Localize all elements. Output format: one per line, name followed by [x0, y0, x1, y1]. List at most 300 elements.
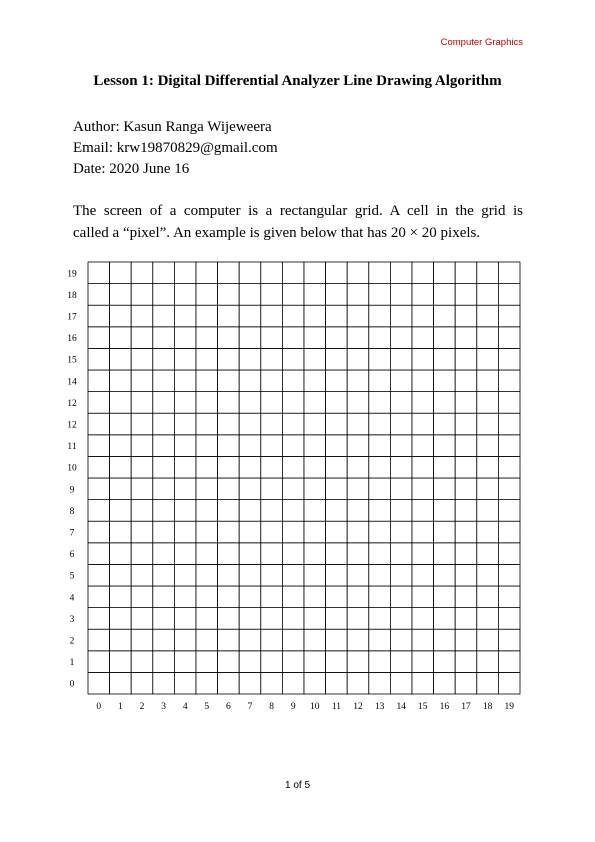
y-tick-label: 14 — [67, 377, 77, 388]
grid-cell — [110, 629, 132, 651]
grid-cell — [390, 629, 412, 651]
grid-cell — [347, 521, 369, 543]
grid-cell — [455, 500, 477, 522]
grid-cell — [347, 564, 369, 586]
grid-cell — [174, 327, 196, 349]
grid-cell — [218, 327, 240, 349]
grid-cell — [239, 284, 261, 306]
grid-cell — [261, 348, 283, 370]
grid-cell — [110, 262, 132, 284]
grid-cell — [434, 521, 456, 543]
grid-cell — [498, 608, 520, 630]
grid-cell — [412, 521, 434, 543]
y-tick-label: 12 — [67, 420, 77, 431]
grid-cell — [110, 564, 132, 586]
grid-cell — [326, 348, 348, 370]
grid-cell — [131, 543, 153, 565]
grid-cell — [326, 629, 348, 651]
grid-cell — [412, 629, 434, 651]
x-tick-label: 0 — [96, 702, 102, 712]
grid-cell — [390, 586, 412, 608]
grid-cell — [390, 348, 412, 370]
y-tick-label: 6 — [69, 550, 75, 561]
grid-cell — [304, 284, 326, 306]
grid-cell — [390, 435, 412, 457]
grid-cell — [390, 284, 412, 306]
grid-cell — [304, 305, 326, 327]
grid-cell — [412, 500, 434, 522]
grid-cell — [218, 521, 240, 543]
grid-cell — [239, 651, 261, 673]
grid-cell — [455, 456, 477, 478]
x-tick-label: 17 — [461, 702, 471, 712]
grid-cell — [239, 262, 261, 284]
grid-cell — [88, 543, 110, 565]
grid-cell — [369, 651, 391, 673]
grid-cell — [196, 370, 218, 392]
grid-cell — [369, 478, 391, 500]
x-tick-label: 13 — [374, 702, 385, 712]
grid-cell — [131, 629, 153, 651]
grid-cell — [110, 586, 132, 608]
grid-cell — [477, 651, 499, 673]
grid-cell — [434, 348, 456, 370]
y-tick-label: 15 — [67, 355, 77, 366]
grid-cell — [153, 651, 175, 673]
grid-cell — [326, 608, 348, 630]
grid-cell — [153, 500, 175, 522]
grid-cell — [282, 608, 304, 630]
grid-cell — [498, 392, 520, 414]
grid-cell — [174, 500, 196, 522]
grid-cell — [196, 262, 218, 284]
grid-cell — [196, 651, 218, 673]
grid-cell — [434, 608, 456, 630]
grid-cell — [369, 500, 391, 522]
grid-cell — [369, 305, 391, 327]
grid-cell — [412, 305, 434, 327]
grid-cell — [261, 413, 283, 435]
grid-cell — [218, 435, 240, 457]
grid-cell — [153, 392, 175, 414]
grid-cell — [326, 284, 348, 306]
grid-cell — [218, 478, 240, 500]
grid-cell — [347, 348, 369, 370]
grid-cell — [455, 284, 477, 306]
grid-cell — [174, 348, 196, 370]
grid-cell — [326, 456, 348, 478]
grid-cell — [347, 456, 369, 478]
grid-cell — [434, 392, 456, 414]
grid-cell — [412, 327, 434, 349]
grid-cell — [477, 413, 499, 435]
grid-cell — [455, 629, 477, 651]
grid-cell — [174, 392, 196, 414]
grid-cell — [131, 348, 153, 370]
y-tick-label: 12 — [67, 398, 77, 409]
grid-cell — [218, 413, 240, 435]
grid-cell — [218, 262, 240, 284]
grid-cell — [196, 672, 218, 694]
grid-cell — [390, 608, 412, 630]
grid-cell — [390, 543, 412, 565]
grid-cell — [131, 564, 153, 586]
grid-cell — [131, 392, 153, 414]
grid-cell — [412, 284, 434, 306]
grid-cell — [455, 478, 477, 500]
grid-cell — [218, 456, 240, 478]
grid-cell — [196, 478, 218, 500]
grid-cell — [369, 608, 391, 630]
grid-cell — [347, 629, 369, 651]
intro-paragraph — [73, 200, 523, 244]
grid-cell — [131, 262, 153, 284]
grid-cell — [261, 370, 283, 392]
grid-cell — [218, 284, 240, 306]
grid-cell — [304, 456, 326, 478]
grid-cell — [434, 651, 456, 673]
grid-cell — [110, 456, 132, 478]
grid-cell — [455, 586, 477, 608]
grid-cell — [239, 348, 261, 370]
grid-cell — [218, 629, 240, 651]
grid-cell — [498, 651, 520, 673]
grid-cell — [174, 651, 196, 673]
grid-cell — [282, 521, 304, 543]
grid-cell — [282, 327, 304, 349]
grid-cell — [390, 262, 412, 284]
grid-cell — [239, 672, 261, 694]
grid-cell — [196, 564, 218, 586]
grid-cell — [196, 284, 218, 306]
grid-cell — [88, 284, 110, 306]
y-tick-label: 4 — [69, 593, 75, 604]
grid-cell — [304, 500, 326, 522]
grid-cell — [498, 327, 520, 349]
grid-cell — [196, 435, 218, 457]
grid-cell — [477, 521, 499, 543]
grid-cell — [196, 521, 218, 543]
grid-cell — [498, 413, 520, 435]
grid-cell — [477, 672, 499, 694]
grid-cell — [326, 521, 348, 543]
grid-cell — [326, 262, 348, 284]
grid-cell — [131, 672, 153, 694]
grid-cell — [239, 370, 261, 392]
grid-cell — [434, 284, 456, 306]
grid-cell — [412, 478, 434, 500]
grid-cell — [239, 478, 261, 500]
grid-cell — [153, 413, 175, 435]
intro-paragraph-line-2: called a “pixel”. An example is given below that has 20 × 20 pixels. — [73, 225, 481, 241]
grid-cell — [110, 521, 132, 543]
grid-cell — [282, 500, 304, 522]
x-tick-label: 7 — [247, 702, 253, 712]
y-tick-label: 17 — [67, 312, 77, 323]
grid-cell — [261, 672, 283, 694]
grid-cell — [110, 435, 132, 457]
grid-cell — [218, 543, 240, 565]
grid-cell — [455, 672, 477, 694]
grid-cell — [110, 370, 132, 392]
grid-cell — [434, 435, 456, 457]
grid-cell — [390, 651, 412, 673]
x-tick-label: 18 — [482, 702, 493, 712]
grid-cell — [477, 370, 499, 392]
pixel-grid — [60, 255, 525, 717]
grid-cell — [304, 413, 326, 435]
grid-cell — [218, 651, 240, 673]
grid-cell — [131, 370, 153, 392]
grid-cell — [218, 348, 240, 370]
grid-cell — [304, 543, 326, 565]
grid-cell — [477, 478, 499, 500]
grid-cell — [239, 392, 261, 414]
x-tick-label: 3 — [161, 702, 166, 712]
grid-cell — [153, 456, 175, 478]
grid-cell — [455, 543, 477, 565]
grid-cell — [261, 608, 283, 630]
grid-cell — [131, 651, 153, 673]
grid-cell — [131, 284, 153, 306]
grid-cell — [347, 500, 369, 522]
grid-cell — [477, 543, 499, 565]
grid-cell — [455, 305, 477, 327]
grid-cell — [88, 348, 110, 370]
grid-cell — [239, 305, 261, 327]
grid-cell — [390, 392, 412, 414]
grid-cell — [326, 651, 348, 673]
grid-cell — [196, 586, 218, 608]
grid-cell — [455, 370, 477, 392]
y-tick-label: 1 — [69, 658, 75, 669]
grid-cell — [282, 564, 304, 586]
grid-cell — [434, 327, 456, 349]
grid-cell — [261, 478, 283, 500]
grid-cell — [498, 629, 520, 651]
grid-cell — [261, 500, 283, 522]
grid-cell — [282, 262, 304, 284]
grid-cell — [88, 586, 110, 608]
grid-cell — [326, 478, 348, 500]
grid-cell — [347, 478, 369, 500]
grid-cell — [412, 413, 434, 435]
grid-cell — [261, 327, 283, 349]
grid-cell — [347, 305, 369, 327]
grid-cell — [326, 500, 348, 522]
grid-cell — [153, 608, 175, 630]
grid-cell — [304, 435, 326, 457]
grid-cell — [304, 629, 326, 651]
grid-cell — [304, 586, 326, 608]
grid-cell — [369, 672, 391, 694]
grid-cell — [196, 327, 218, 349]
grid-cell — [218, 608, 240, 630]
grid-cell — [347, 672, 369, 694]
grid-cell — [131, 608, 153, 630]
x-tick-label: 11 — [331, 702, 341, 712]
grid-cell — [88, 413, 110, 435]
grid-cell — [326, 564, 348, 586]
grid-cell — [304, 392, 326, 414]
grid-cell — [390, 521, 412, 543]
grid-cell — [412, 651, 434, 673]
grid-cell — [434, 456, 456, 478]
grid-cell — [369, 370, 391, 392]
grid-cell — [498, 370, 520, 392]
grid-cell — [131, 413, 153, 435]
grid-cell — [304, 564, 326, 586]
grid-cell — [282, 456, 304, 478]
grid-cell — [369, 392, 391, 414]
grid-cell — [434, 413, 456, 435]
x-tick-label: 14 — [396, 702, 406, 712]
grid-cell — [174, 586, 196, 608]
grid-cell — [196, 392, 218, 414]
grid-cell — [153, 348, 175, 370]
grid-cell — [174, 564, 196, 586]
grid-cell — [347, 284, 369, 306]
x-tick-label: 15 — [418, 702, 428, 712]
grid-cell — [412, 608, 434, 630]
grid-cell — [239, 543, 261, 565]
grid-cell — [261, 586, 283, 608]
grid-cell — [304, 521, 326, 543]
grid-cell — [153, 327, 175, 349]
grid-cell — [434, 500, 456, 522]
grid-cell — [261, 392, 283, 414]
grid-cell — [131, 586, 153, 608]
date-line: Date: 2020 June 16 — [73, 161, 190, 177]
grid-cell — [498, 543, 520, 565]
grid-cell — [153, 435, 175, 457]
grid-cell — [239, 608, 261, 630]
y-tick-label: 2 — [69, 636, 75, 647]
grid-cell — [390, 564, 412, 586]
grid-cell — [110, 672, 132, 694]
grid-cell — [110, 305, 132, 327]
grid-cell — [434, 478, 456, 500]
grid-cell — [390, 478, 412, 500]
grid-cell — [239, 629, 261, 651]
grid-cell — [218, 586, 240, 608]
grid-cell — [347, 392, 369, 414]
grid-cell — [131, 305, 153, 327]
grid-cell — [131, 456, 153, 478]
grid-cell — [88, 392, 110, 414]
grid-cell — [412, 456, 434, 478]
grid-cell — [218, 305, 240, 327]
grid-cell — [239, 521, 261, 543]
grid-cell — [261, 305, 283, 327]
grid-cell — [282, 651, 304, 673]
grid-cell — [455, 564, 477, 586]
grid-cell — [477, 608, 499, 630]
grid-cell — [153, 564, 175, 586]
grid-cell — [477, 262, 499, 284]
grid-cell — [196, 305, 218, 327]
grid-cell — [282, 413, 304, 435]
grid-cell — [498, 348, 520, 370]
grid-cell — [477, 564, 499, 586]
grid-cell — [239, 435, 261, 457]
grid-cell — [239, 327, 261, 349]
grid-cell — [304, 651, 326, 673]
grid-cell — [153, 521, 175, 543]
grid-cell — [131, 478, 153, 500]
grid-cell — [369, 543, 391, 565]
grid-cell — [282, 370, 304, 392]
page-number: 1 of 5 — [284, 780, 311, 791]
grid-cell — [239, 413, 261, 435]
grid-cell — [282, 392, 304, 414]
grid-cell — [239, 564, 261, 586]
grid-cell — [174, 305, 196, 327]
grid-cell — [261, 629, 283, 651]
grid-cell — [455, 392, 477, 414]
grid-cell — [434, 305, 456, 327]
grid-cell — [153, 370, 175, 392]
grid-cell — [88, 672, 110, 694]
grid-cell — [282, 672, 304, 694]
grid-cell — [390, 305, 412, 327]
grid-cell — [153, 305, 175, 327]
grid-cell — [347, 327, 369, 349]
grid-cell — [412, 348, 434, 370]
grid-cell — [88, 500, 110, 522]
grid-cell — [369, 521, 391, 543]
grid-cell — [412, 435, 434, 457]
grid-cell — [88, 327, 110, 349]
y-tick-label: 11 — [67, 442, 77, 453]
grid-cell — [455, 413, 477, 435]
grid-cell — [88, 521, 110, 543]
grid-cell — [498, 284, 520, 306]
grid-cell — [88, 564, 110, 586]
grid-cell — [282, 305, 304, 327]
grid-cell — [347, 608, 369, 630]
grid-cell — [390, 672, 412, 694]
grid-cell — [110, 651, 132, 673]
grid-cell — [412, 543, 434, 565]
grid-cell — [326, 672, 348, 694]
grid-cell — [477, 327, 499, 349]
grid-cell — [369, 327, 391, 349]
grid-cell — [455, 651, 477, 673]
grid-cell — [153, 262, 175, 284]
x-tick-label: 9 — [290, 702, 296, 712]
grid-cell — [304, 608, 326, 630]
grid-cell — [369, 413, 391, 435]
grid-cell — [110, 543, 132, 565]
grid-cell — [326, 435, 348, 457]
grid-cell — [347, 262, 369, 284]
y-tick-label: 9 — [69, 485, 75, 496]
grid-cell — [369, 348, 391, 370]
grid-cell — [218, 500, 240, 522]
grid-cell — [304, 327, 326, 349]
grid-cell — [434, 370, 456, 392]
grid-cell — [110, 478, 132, 500]
grid-cell — [347, 543, 369, 565]
grid-cell — [174, 629, 196, 651]
grid-cell — [498, 305, 520, 327]
grid-cell — [434, 586, 456, 608]
grid-cell — [174, 521, 196, 543]
x-tick-label: 4 — [182, 702, 188, 712]
x-tick-label: 5 — [204, 702, 210, 712]
grid-cell — [390, 456, 412, 478]
